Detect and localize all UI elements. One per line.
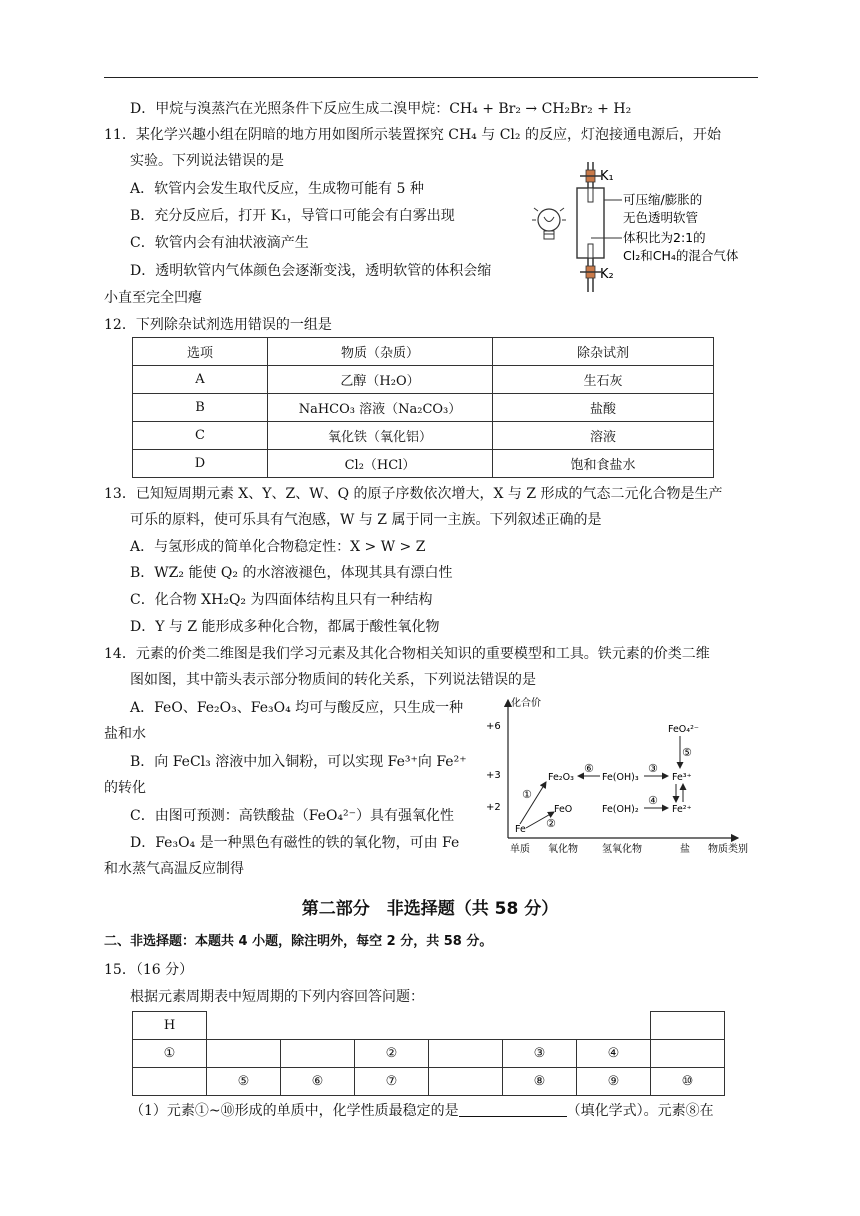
x-tick: 氧化物 <box>548 844 578 855</box>
k1-label: K₁ <box>600 169 614 184</box>
q11-option-a: A．软管内会发生取代反应，生成物可能有 5 种 <box>130 181 424 197</box>
tube-label-line1: 可压缩/膨胀的 <box>623 192 703 207</box>
x-tick: 氢氧化物 <box>602 844 642 855</box>
q11-option-b: B．充分反应后，打开 K₁，导管口可能会有白雾出现 <box>130 208 455 224</box>
arrow-label: ② <box>546 817 556 830</box>
q11-option-d-line2: 小直至完全凹瘪 <box>104 290 202 306</box>
q13-option-c: C．化合物 XH₂Q₂ 为四面体结构且只有一种结构 <box>130 592 433 608</box>
q12-table <box>132 337 714 478</box>
species-label: FeO₄²⁻ <box>668 724 699 735</box>
q13-option-b: B．WZ₂ 能使 Q₂ 的水溶液褪色，体现其具有漂白性 <box>130 565 453 581</box>
q15-intro: 根据元素周期表中短周期的下列内容回答问题： <box>130 989 424 1005</box>
table-header-cell: 除杂试剂 <box>493 338 714 366</box>
q13-option-a: A．与氢形成的简单化合物稳定性：X > W > Z <box>130 539 426 555</box>
x-tick: 物质类别 <box>708 844 748 855</box>
q11-option-d-line1: D．透明软管内气体颜色会逐渐变浅，透明软管的体积会缩 <box>130 263 492 279</box>
q14-option-c: C．由图可预测：高铁酸盐（FeO₄²⁻）具有强氧化性 <box>130 808 455 824</box>
species-label: Fe²⁺ <box>672 804 692 815</box>
answer-blank[interactable] <box>459 1102 567 1117</box>
y-tick: +2 <box>486 802 501 813</box>
arrow-label: ③ <box>648 762 658 775</box>
x-tick: 盐 <box>680 844 690 855</box>
y-tick: +3 <box>486 770 501 781</box>
q14-stem-line2: 图如图，其中箭头表示部分物质间的转化关系，下列说法错误的是 <box>130 672 536 688</box>
species-label: Fe <box>515 824 526 835</box>
q12-stem: 12．下列除杂试剂选用错误的一组是 <box>104 317 332 333</box>
x-tick: 单质 <box>510 844 530 855</box>
q11-stem-line1: 11．某化学兴趣小组在阴暗的地方用如图所示装置探究 CH₄ 与 Cl₂ 的反应，灯泡接通电源后，开始 <box>104 127 721 143</box>
q11-apparatus-figure <box>530 160 760 300</box>
q15-header: 15．（16 分） <box>104 962 194 978</box>
q14-valence-diagram <box>484 694 760 860</box>
part2-title: 第二部分 非选择题（共 58 分） <box>301 899 559 919</box>
arrow-label: ① <box>522 788 532 801</box>
species-label: Fe³⁺ <box>672 772 692 783</box>
q13-option-d: D．Y 与 Z 能形成多种化合物，都属于酸性氧化物 <box>130 619 440 635</box>
header-rule <box>104 77 758 78</box>
q11-option-c: C．软管内会有油状液滴产生 <box>130 235 309 251</box>
q10-option-d: D．甲烷与溴蒸汽在光照条件下反应生成二溴甲烷：CH₄ + Br₂ → CH₂Br₂ + H₂ <box>130 101 632 117</box>
table-row: ① ② ③ ④ <box>133 1040 725 1068</box>
species-label: Fe(OH)₃ <box>602 772 639 783</box>
q14-option-b-line2: 的转化 <box>104 780 146 796</box>
y-tick: +6 <box>486 721 501 732</box>
species-label: Fe₂O₃ <box>548 772 574 783</box>
table-row: ⑤ ⑥ ⑦ ⑧ ⑨ ⑩ <box>133 1068 725 1096</box>
k2-label: K₂ <box>600 267 614 282</box>
table-header-cell: 物质（杂质） <box>268 338 493 366</box>
table-header-row <box>133 338 714 366</box>
tube-label-line2: 无色透明软管 <box>623 210 699 225</box>
gas-label-line2: Cl₂和CH₄的混合气体 <box>623 248 739 263</box>
q11-stem-line2: 实验。下列说法错误的是 <box>130 153 284 169</box>
periodic-table-fragment <box>132 1011 725 1096</box>
q14-option-a-line2: 盐和水 <box>104 726 146 742</box>
species-label: Fe(OH)₂ <box>602 804 639 815</box>
arrow-label: ⑥ <box>584 762 594 775</box>
q13-stem-line1: 13．已知短周期元素 X、Y、Z、W、Q 的原子序数依次增大，X 与 Z 形成的气态二元化合物是生产 <box>104 486 723 502</box>
arrow-label: ④ <box>648 794 658 807</box>
q15-q1-text-after: （填化学式）。元素⑧在 <box>566 1103 714 1119</box>
species-label: FeO <box>554 804 573 815</box>
table-header-cell: 选项 <box>133 338 268 366</box>
y-axis-label: 化合价 <box>511 698 541 709</box>
section2-instructions: 二、非选择题：本题共 4 小题，除注明外，每空 2 分，共 58 分。 <box>104 934 493 949</box>
table-row: B NaHCO₃ 溶液（Na₂CO₃） 盐酸 <box>133 394 714 422</box>
lightbulb-icon <box>532 208 566 239</box>
arrow-label: ⑤ <box>682 746 692 759</box>
table-row: A 乙醇（H₂O） 生石灰 <box>133 366 714 394</box>
table-row: D Cl₂（HCl） 饱和食盐水 <box>133 450 714 478</box>
table-row: H <box>133 1012 725 1040</box>
gas-label-line1: 体积比为2:1的 <box>623 230 706 245</box>
q15-q1-text: （1）元素①~⑩形成的单质中，化学性质最稳定的是 <box>130 1103 459 1119</box>
q14-option-b-line1: B．向 FeCl₃ 溶液中加入铜粉，可以实现 Fe³⁺向 Fe²⁺ <box>130 754 467 770</box>
q14-option-d-line2: 和水蒸气高温反应制得 <box>104 861 244 877</box>
q14-stem-line1: 14．元素的价类二维图是我们学习元素及其化合物相关知识的重要模型和工具。铁元素的价类二维 <box>104 646 710 662</box>
q14-option-a-line1: A．FeO、Fe₂O₃、Fe₃O₄ 均可与酸反应，只生成一种 <box>130 700 464 716</box>
q15-subquestion-1 <box>130 1101 714 1121</box>
table-row: C 氧化铁（氧化铝） 溶液 <box>133 422 714 450</box>
q13-stem-line2: 可乐的原料，使可乐具有气泡感，W 与 Z 属于同一主族。下列叙述正确的是 <box>130 512 602 528</box>
q14-option-d-line1: D．Fe₃O₄ 是一种黑色有磁性的铁的氧化物，可由 Fe <box>130 835 460 851</box>
